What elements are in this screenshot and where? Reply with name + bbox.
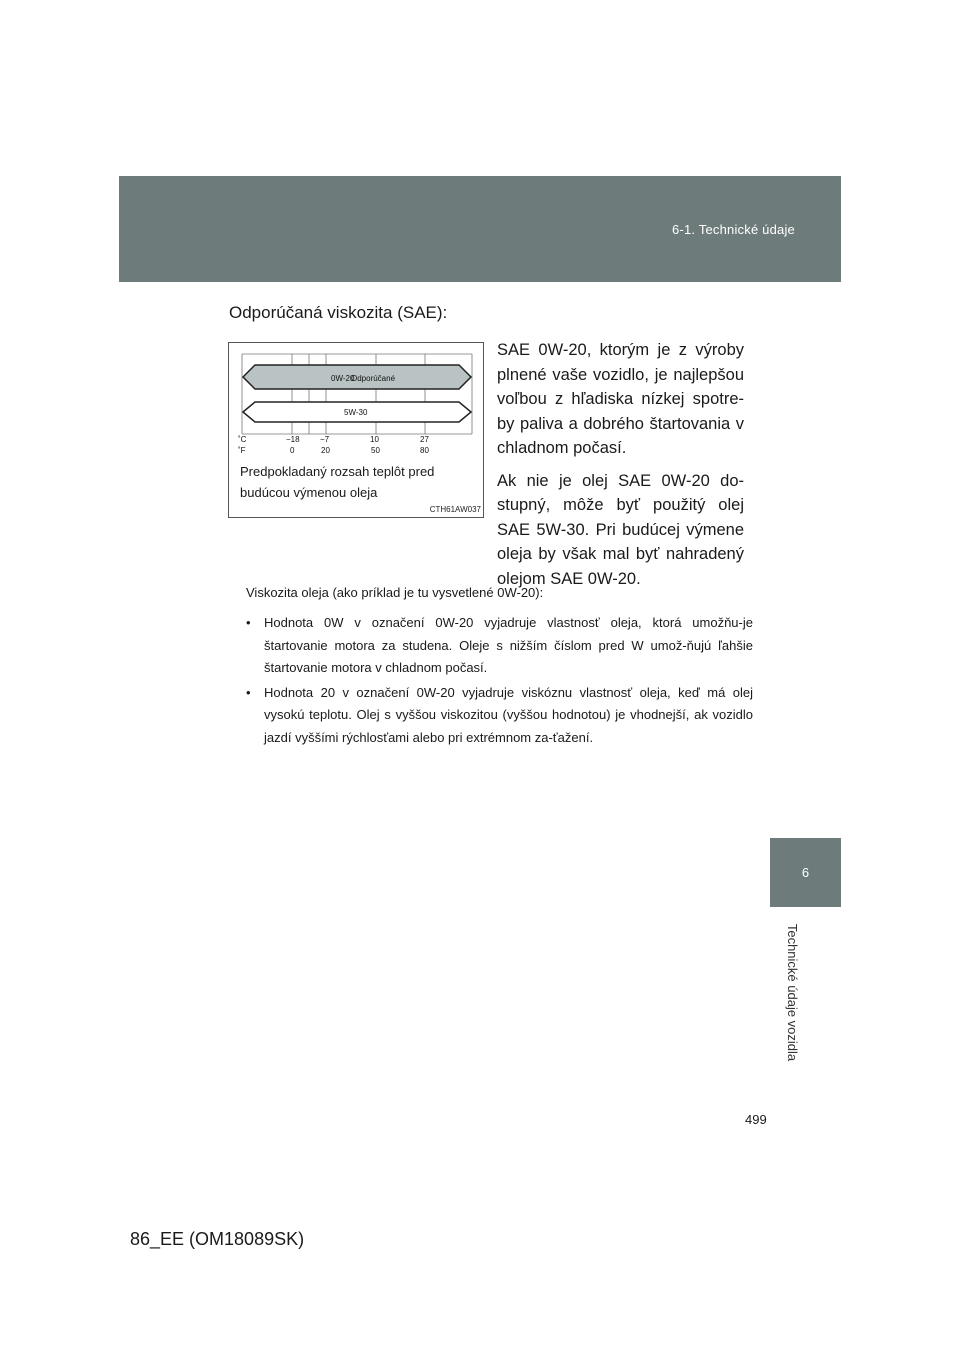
bullet-dot: • (246, 615, 251, 630)
figure-caption: Predpokladaný rozsah teplôt pred budúcou výmenou oleja (240, 464, 435, 500)
fahrenheit-tick: 20 (321, 446, 330, 455)
recommendation-paragraph-2: Ak nie je olej SAE 0W-20 do-stupný, môže byť použitý olej SAE 5W-30. Pri budúcej výmene oleja by však mal byť nahradený olejom SAE 0W-20. (497, 471, 744, 588)
chapter-tab-number[interactable]: 6 (770, 838, 841, 907)
section-title: 6-1. Technické údaje (671, 222, 795, 237)
chapter-tab-label: Technické údaje vozidla (785, 923, 801, 1061)
fahrenheit-unit: ˚F (238, 446, 246, 455)
viscosity-intro: Viskozita oleja (ako príklad je tu vysvetlené 0W-20): (246, 585, 544, 600)
bullet-item (246, 682, 753, 750)
page-number: 499 (745, 1112, 767, 1127)
bullet-dot: • (246, 684, 251, 700)
viscosity-bullet-list (246, 612, 753, 751)
document-code: 86_EE (OM18089SK) (130, 1229, 305, 1249)
viscosity-figure (228, 342, 484, 518)
recommendation-text (497, 338, 744, 599)
fahrenheit-tick: 80 (420, 446, 429, 455)
celsius-unit: ˚C (238, 435, 247, 444)
fahrenheit-tick: 50 (371, 446, 380, 455)
celsius-tick: −7 (320, 435, 330, 444)
celsius-tick: −18 (286, 435, 300, 444)
bar-0w20-note: Odporúčané (351, 374, 396, 383)
section-heading: Odporúčaná viskozita (SAE): (229, 303, 448, 322)
chapter-tab-label-box (770, 912, 816, 1072)
figure-code: CTH61AW037 (429, 505, 481, 514)
bullet-item (246, 612, 753, 680)
bar-5w30-label: 5W-30 (344, 408, 368, 417)
bullet-text: Hodnota 20 v označení 0W-20 vyjadruje viskóznu vlastnosť oleja, keď má olej vysokú teplotu. Olej s vyššou viskozitou (vyššou hodnotou) je vhodnejší, ak vozidlo jazdí vyššími rýchlosťami alebo pri extrémnom za-ťažení. (264, 684, 753, 745)
recommendation-paragraph-1: SAE 0W-20, ktorým je z výroby plnené vaše vozidlo, je najlepšou voľbou z hľadiska nízkej spotre-by paliva a dobrého štartovania v chladnom počasí. (497, 341, 744, 457)
celsius-tick: 10 (370, 435, 379, 444)
bullet-text: Hodnota 0W v označení 0W-20 vyjadruje vlastnosť oleja, ktorá umožňu-je štartovanie motora za studena. Oleje s nižším číslom pred W umož-ňujú ľahšie štartovanie motora v chladnom počasí. (264, 615, 753, 675)
bar-0w20-label: 0W-20 (331, 374, 355, 383)
page-header (119, 176, 841, 282)
celsius-tick: 27 (420, 435, 429, 444)
fahrenheit-tick: 0 (290, 446, 295, 455)
